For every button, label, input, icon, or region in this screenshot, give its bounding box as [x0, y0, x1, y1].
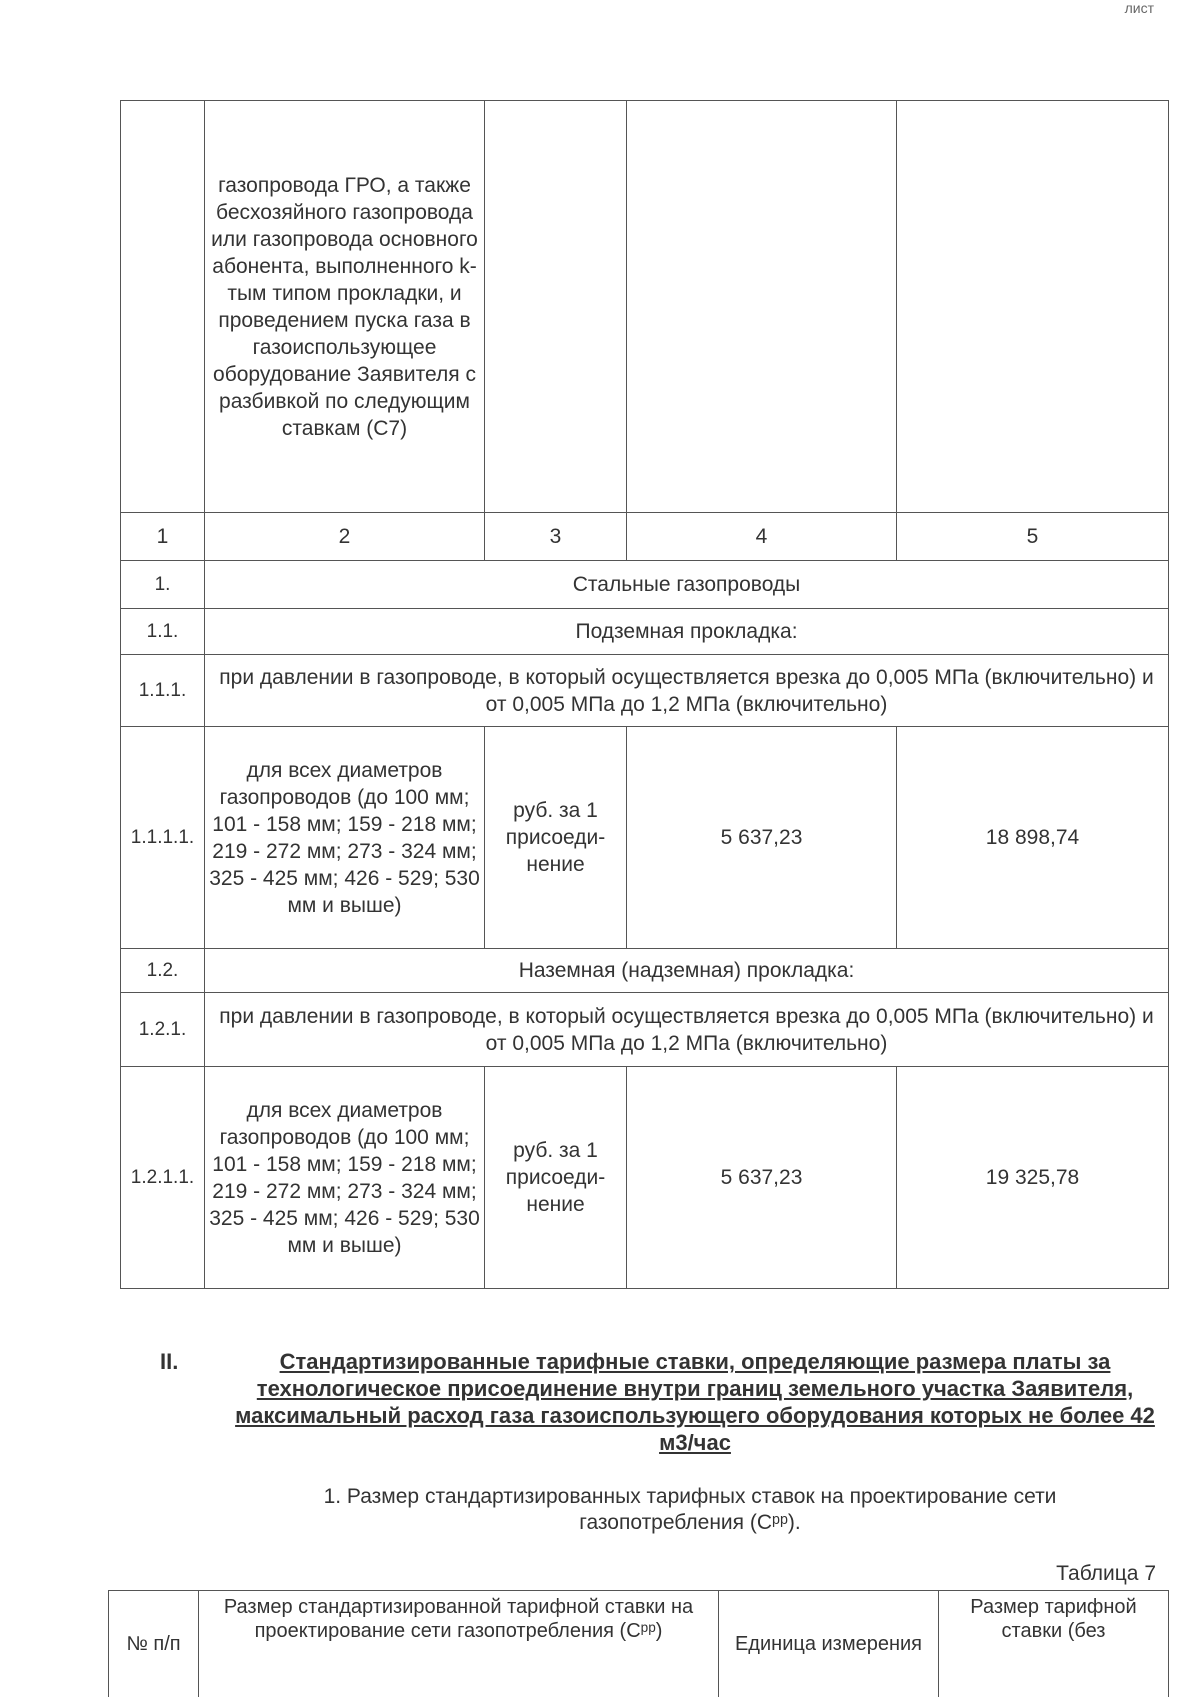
- value-cell: 5 637,23: [627, 727, 897, 949]
- table-row: [121, 1067, 1169, 1289]
- value-cell: 19 325,78: [897, 1067, 1169, 1289]
- cell-empty: [121, 101, 205, 513]
- corner-mark: лист: [1124, 0, 1154, 16]
- section-number: II.: [160, 1349, 179, 1374]
- table-row: [121, 609, 1169, 655]
- row-number: 1.2.: [121, 949, 205, 993]
- cell-empty: [627, 101, 897, 513]
- cell-header-description: газопровода ГРО, а также бесхозяйного газопровода или газопровода основного абонента, выполненного k-тым типом прокладки, и проведением пуска газа в газоиспользующее оборудование Заявителя с разбивкой по следующим ставкам (С7): [205, 101, 485, 513]
- table-row: [121, 101, 1169, 513]
- column-number: 1: [121, 513, 205, 561]
- table-7: [108, 1590, 1169, 1697]
- value-cell: 18 898,74: [897, 727, 1169, 949]
- row-number: 1.2.1.: [121, 993, 205, 1067]
- pressure-condition: при давлении в газопроводе, в который осуществляется врезка до 0,005 МПа (включительно) и от 0,005 МПа до 1,2 МПа (включительно): [205, 993, 1169, 1067]
- section-heading: Стандартизированные тарифные ставки, определяющие размера платы за технологическое присоединение внутри границ земельного участка Заявителя, максимальный расход газа газоиспользующего оборудования которых не более 42 м3/час: [235, 1349, 1155, 1455]
- unit-cell: руб. за 1 присоеди-нение: [485, 1067, 627, 1289]
- tariff-table: [120, 100, 1169, 1289]
- header-rate-size: Размер тарифной ставки (без: [939, 1591, 1169, 1697]
- cell-empty: [485, 101, 627, 513]
- section-title: Подземная прокладка:: [205, 609, 1169, 655]
- table-label: Таблица 7: [1056, 1562, 1156, 1585]
- value-cell: 5 637,23: [627, 1067, 897, 1289]
- row-number: 1.1.1.1.: [121, 727, 205, 949]
- header-unit: Единица измерения: [719, 1591, 939, 1697]
- table-row: [121, 993, 1169, 1067]
- table-row: [121, 949, 1169, 993]
- row-number: 1.1.: [121, 609, 205, 655]
- table-row: [121, 727, 1169, 949]
- table-row: [121, 561, 1169, 609]
- section-title: Наземная (надземная) прокладка:: [205, 949, 1169, 993]
- diameter-description: для всех диаметров газопроводов (до 100 мм; 101 - 158 мм; 159 - 218 мм; 219 - 272 мм; 273 - 324 мм; 325 - 425 мм; 426 - 529; 530 мм и выше): [205, 1067, 485, 1289]
- subsection-title: 1. Размер стандартизированных тарифных ставок на проектирование сети газопотребления (Сᵖᵖ).: [323, 1485, 1057, 1534]
- section-title: Стальные газопроводы: [205, 561, 1169, 609]
- header-rate-name: Размер стандартизированной тарифной ставки на проектирование сети газопотребления (Сᵖᵖ): [199, 1591, 719, 1697]
- diameter-description: для всех диаметров газопроводов (до 100 мм; 101 - 158 мм; 159 - 218 мм; 219 - 272 мм; 273 - 324 мм; 325 - 425 мм; 426 - 529; 530 мм и выше): [205, 727, 485, 949]
- pressure-condition: при давлении в газопроводе, в который осуществляется врезка до 0,005 МПа (включительно) и от 0,005 МПа до 1,2 МПа (включительно): [205, 655, 1169, 727]
- column-number: 3: [485, 513, 627, 561]
- table-row: [121, 655, 1169, 727]
- table-header-row: [109, 1591, 1169, 1697]
- column-number: 4: [627, 513, 897, 561]
- column-number: 2: [205, 513, 485, 561]
- row-number: 1.2.1.1.: [121, 1067, 205, 1289]
- unit-cell: руб. за 1 присоеди-нение: [485, 727, 627, 949]
- row-number: 1.1.1.: [121, 655, 205, 727]
- column-number-row: [121, 513, 1169, 561]
- column-number: 5: [897, 513, 1169, 561]
- row-number: 1.: [121, 561, 205, 609]
- cell-empty: [897, 101, 1169, 513]
- header-number: № п/п: [109, 1591, 199, 1697]
